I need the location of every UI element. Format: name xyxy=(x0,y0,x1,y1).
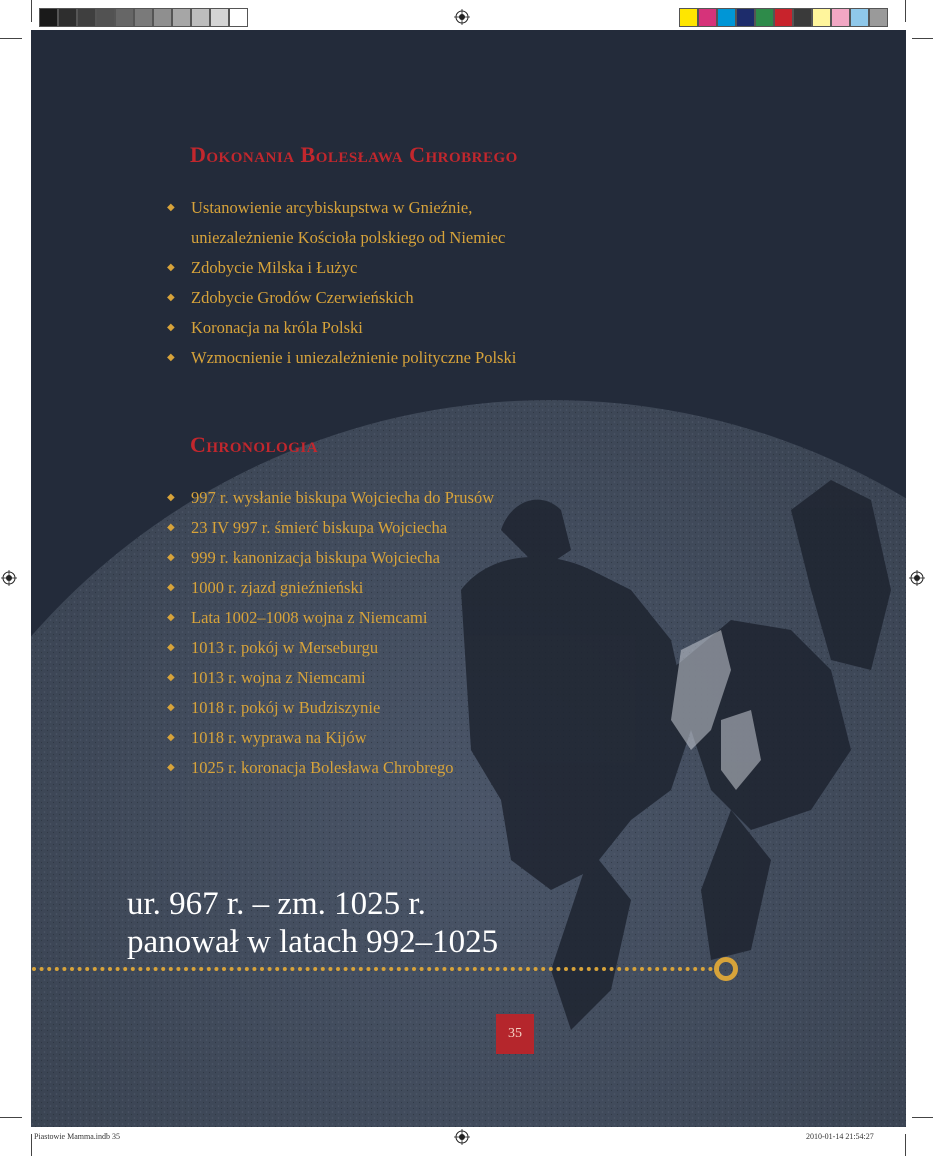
chronology-heading: Chronologia xyxy=(190,432,319,457)
dot xyxy=(359,967,363,971)
dot xyxy=(199,967,203,971)
dot xyxy=(503,967,507,971)
dot xyxy=(648,967,652,971)
bullet-icon: ◆ xyxy=(167,582,175,593)
list-item: ◆ 1025 r. koronacja Bolesława Chrobrego xyxy=(167,753,494,783)
dot xyxy=(389,967,393,971)
bullet-icon: ◆ xyxy=(167,552,175,563)
dot xyxy=(534,967,538,971)
dot xyxy=(237,967,241,971)
dot xyxy=(230,967,234,971)
dot xyxy=(176,967,180,971)
dot xyxy=(207,967,211,971)
dot xyxy=(93,967,97,971)
bullet-icon: ◆ xyxy=(167,352,175,363)
dot xyxy=(708,967,712,971)
color-swatch xyxy=(736,8,755,27)
dot xyxy=(306,967,310,971)
achievements-list xyxy=(167,193,516,373)
dot xyxy=(473,967,477,971)
color-swatch xyxy=(793,8,812,27)
dot xyxy=(161,967,165,971)
color-swatch xyxy=(679,8,698,27)
dot xyxy=(154,967,158,971)
list-item: ◆ Koronacja na króla Polski xyxy=(167,313,516,343)
reign-line: panował w latach 992–1025 xyxy=(127,924,499,960)
crop-mark xyxy=(0,1117,22,1118)
dot xyxy=(32,967,36,971)
dot xyxy=(62,967,66,971)
color-swatch xyxy=(191,8,210,27)
color-swatch xyxy=(869,8,888,27)
dot xyxy=(610,967,614,971)
chronology-list xyxy=(167,483,494,783)
crop-mark xyxy=(905,1134,906,1156)
bullet-icon: ◆ xyxy=(167,762,175,773)
list-item: ◆ Ustanowienie arcybiskupstwa w Gnieźnie, xyxy=(167,193,516,223)
print-slug-timestamp: 2010-01-14 21:54:27 xyxy=(806,1132,874,1141)
page-number: 35 xyxy=(496,1014,534,1054)
list-item: ◆ 1000 r. zjazd gnieźnieński xyxy=(167,573,494,603)
dot xyxy=(435,967,439,971)
registration-mark-icon xyxy=(454,1129,470,1145)
dot xyxy=(138,967,142,971)
color-swatch xyxy=(229,8,248,27)
book-page xyxy=(31,30,906,1127)
list-item: ◆ 997 r. wysłanie biskupa Wojciecha do Prusów xyxy=(167,483,494,513)
dot xyxy=(670,967,674,971)
color-swatch xyxy=(134,8,153,27)
dot xyxy=(655,967,659,971)
dot xyxy=(693,967,697,971)
bullet-icon: ◆ xyxy=(167,492,175,503)
color-swatch xyxy=(39,8,58,27)
dot xyxy=(458,967,462,971)
color-swatch xyxy=(115,8,134,27)
dot xyxy=(146,967,150,971)
list-item: ◆ 1013 r. pokój w Merseburgu xyxy=(167,633,494,663)
dot xyxy=(625,967,629,971)
dot xyxy=(100,967,104,971)
dot xyxy=(526,967,530,971)
dot xyxy=(397,967,401,971)
dot xyxy=(351,967,355,971)
list-item: ◆ Wzmocnienie i uniezależnienie polityczne Polski xyxy=(167,343,516,373)
dot xyxy=(336,967,340,971)
dot xyxy=(465,967,469,971)
dot xyxy=(412,967,416,971)
dot xyxy=(541,967,545,971)
bullet-icon: ◆ xyxy=(167,702,175,713)
color-swatch xyxy=(698,8,717,27)
dot xyxy=(184,967,188,971)
dot xyxy=(587,967,591,971)
process-color-bar xyxy=(679,8,888,27)
crop-mark xyxy=(31,1134,32,1156)
list-item: ◆ 1013 r. wojna z Niemcami xyxy=(167,663,494,693)
dot xyxy=(602,967,606,971)
bullet-icon: ◆ xyxy=(167,642,175,653)
dot xyxy=(245,967,249,971)
dot xyxy=(214,967,218,971)
list-item: ◆ 23 IV 997 r. śmierć biskupa Wojciecha xyxy=(167,513,494,543)
dot xyxy=(404,967,408,971)
dot xyxy=(40,967,44,971)
bullet-icon: ◆ xyxy=(167,732,175,743)
dot xyxy=(632,967,636,971)
crop-mark xyxy=(0,38,22,39)
dot xyxy=(298,967,302,971)
dot xyxy=(252,967,256,971)
bullet-icon: ◆ xyxy=(167,672,175,683)
dot xyxy=(260,967,264,971)
dot xyxy=(283,967,287,971)
dot xyxy=(594,967,598,971)
list-item: ◆ 999 r. kanonizacja biskupa Wojciecha xyxy=(167,543,494,573)
list-item: ◆ 1018 r. wyprawa na Kijów xyxy=(167,723,494,753)
color-swatch xyxy=(717,8,736,27)
dot xyxy=(47,967,51,971)
dot xyxy=(572,967,576,971)
gray-color-bar xyxy=(39,8,248,27)
dot xyxy=(275,967,279,971)
list-item: ◆ Zdobycie Grodów Czerwieńskich xyxy=(167,283,516,313)
color-swatch xyxy=(58,8,77,27)
dot xyxy=(192,967,196,971)
dot xyxy=(701,967,705,971)
dot xyxy=(663,967,667,971)
bullet-icon: ◆ xyxy=(167,612,175,623)
dot xyxy=(374,967,378,971)
dot xyxy=(480,967,484,971)
bullet-icon: ◆ xyxy=(167,262,175,273)
registration-mark-icon xyxy=(1,570,17,586)
dot xyxy=(511,967,515,971)
dot xyxy=(321,967,325,971)
dot xyxy=(55,967,59,971)
crop-mark xyxy=(912,1117,933,1118)
dot xyxy=(313,967,317,971)
dot xyxy=(116,967,120,971)
dot xyxy=(556,967,560,971)
dot xyxy=(108,967,112,971)
dot xyxy=(450,967,454,971)
registration-mark-icon xyxy=(454,9,470,25)
dot xyxy=(496,967,500,971)
dot xyxy=(382,967,386,971)
achievements-heading: Dokonania Bolesława Chrobrego xyxy=(190,142,518,167)
dot xyxy=(366,967,370,971)
dot xyxy=(579,967,583,971)
dot xyxy=(344,967,348,971)
dot xyxy=(427,967,431,971)
list-item-continuation: uniezależnienie Kościoła polskiego od Niemiec xyxy=(191,228,506,247)
list-item: ◆ 1018 r. pokój w Budziszynie xyxy=(167,693,494,723)
bullet-icon: ◆ xyxy=(167,322,175,333)
bullet-icon: ◆ xyxy=(167,292,175,303)
bullet-icon: ◆ xyxy=(167,202,175,213)
crop-mark xyxy=(905,0,906,22)
dot xyxy=(268,967,272,971)
color-swatch xyxy=(831,8,850,27)
dot xyxy=(70,967,74,971)
dot xyxy=(222,967,226,971)
color-swatch xyxy=(755,8,774,27)
color-swatch xyxy=(774,8,793,27)
color-swatch xyxy=(96,8,115,27)
crop-mark xyxy=(31,0,32,22)
crop-mark xyxy=(912,38,933,39)
dot xyxy=(78,967,82,971)
color-swatch xyxy=(850,8,869,27)
dot xyxy=(640,967,644,971)
dot xyxy=(169,967,173,971)
dot xyxy=(678,967,682,971)
dot xyxy=(131,967,135,971)
dot xyxy=(564,967,568,971)
reign-dates xyxy=(127,885,498,961)
dot xyxy=(85,967,89,971)
registration-mark-icon xyxy=(909,570,925,586)
dot xyxy=(686,967,690,971)
list-item: ◆ Lata 1002–1008 wojna z Niemcami xyxy=(167,603,494,633)
dot xyxy=(290,967,294,971)
color-swatch xyxy=(210,8,229,27)
dot xyxy=(549,967,553,971)
dot xyxy=(488,967,492,971)
dot xyxy=(442,967,446,971)
dot xyxy=(123,967,127,971)
dot xyxy=(617,967,621,971)
bullet-icon: ◆ xyxy=(167,522,175,533)
list-item: ◆ Zdobycie Milska i Łużyc xyxy=(167,253,516,283)
birth-death-line: ur. 967 r. – zm. 1025 r. xyxy=(127,886,426,922)
dot xyxy=(518,967,522,971)
color-swatch xyxy=(77,8,96,27)
color-swatch xyxy=(812,8,831,27)
dot xyxy=(328,967,332,971)
print-slug-file: Piastowie Mamma.indb 35 xyxy=(34,1132,120,1141)
color-swatch xyxy=(172,8,191,27)
dot xyxy=(420,967,424,971)
color-swatch xyxy=(153,8,172,27)
